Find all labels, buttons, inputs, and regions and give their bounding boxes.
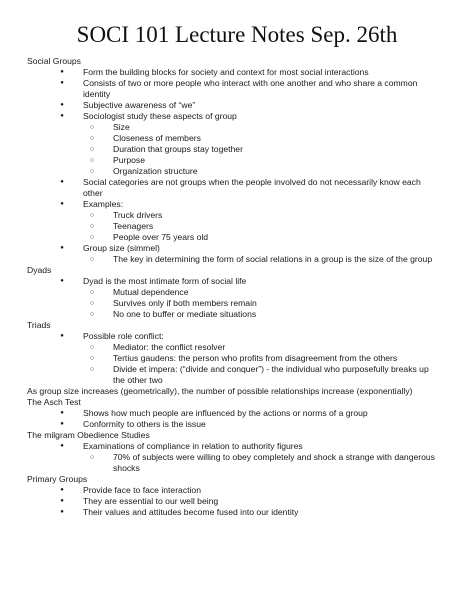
hollow-bullet-icon: ○ — [89, 135, 95, 142]
bullet-text: Subjective awareness of “we” — [83, 100, 196, 110]
bullet-item — [27, 78, 437, 100]
hollow-bullet-icon: ○ — [89, 256, 95, 263]
bullet-item — [27, 243, 437, 254]
page-title: SOCI 101 Lecture Notes Sep. 26th — [76, 22, 398, 47]
bullet-text: Mediator: the conflict resolver — [113, 342, 226, 352]
bullet-item — [27, 331, 437, 342]
bullet-text: 70% of subjects were willing to obey completely and shock a strange with dangerous shocks — [113, 452, 435, 473]
bullet-text: Tertius gaudens: the person who profits from disagreement from the others — [113, 353, 398, 363]
filled-bullet-icon: ● — [60, 509, 64, 515]
hollow-bullet-icon: ○ — [89, 168, 95, 175]
hollow-bullet-icon: ○ — [89, 355, 95, 362]
sub-bullet-item — [27, 452, 437, 474]
bullet-item — [27, 111, 437, 122]
section-heading: Primary Groups — [27, 474, 88, 484]
bullet-text: Closeness of members — [113, 133, 201, 143]
filled-bullet-icon: ● — [60, 421, 64, 427]
bullet-text: Examinations of compliance in relation to authority figures — [83, 441, 303, 451]
section-heading: Dyads — [27, 265, 52, 275]
hollow-bullet-icon: ○ — [89, 212, 95, 219]
filled-bullet-icon: ● — [60, 487, 64, 493]
hollow-bullet-icon: ○ — [89, 146, 95, 153]
bullet-item — [27, 485, 437, 496]
bullet-text: Teenagers — [113, 221, 154, 231]
filled-bullet-icon: ● — [60, 201, 64, 207]
bullet-text: Possible role conflict: — [83, 331, 164, 341]
bullet-text: Conformity to others is the issue — [83, 419, 206, 429]
sub-bullet-item — [27, 309, 437, 320]
filled-bullet-icon: ● — [60, 113, 64, 119]
bullet-item — [27, 177, 437, 199]
bullet-text: Provide face to face interaction — [83, 485, 201, 495]
sub-bullet-item — [27, 122, 437, 133]
bullet-text: Social categories are not groups when the people involved do not necessarily know each other — [83, 177, 421, 198]
bullet-text: Mutual dependence — [113, 287, 189, 297]
bullet-item — [27, 441, 437, 452]
filled-bullet-icon: ● — [60, 245, 64, 251]
bullet-item — [27, 276, 437, 287]
hollow-bullet-icon: ○ — [89, 300, 95, 307]
section-heading: As group size increases (geometrically), the number of possible relationships increase (exponentially) — [27, 386, 413, 396]
section-heading: Social Groups — [27, 56, 81, 66]
filled-bullet-icon: ● — [60, 443, 64, 449]
bullet-item — [27, 100, 437, 111]
bullet-text: Survives only if both members remain — [113, 298, 257, 308]
bullet-text: Their values and attitudes become fused into our identity — [83, 507, 299, 517]
bullet-text: Duration that groups stay together — [113, 144, 243, 154]
bullet-item — [27, 199, 437, 210]
bullet-text: Shows how much people are influenced by the actions or norms of a group — [83, 408, 368, 418]
section-heading: The milgram Obedience Studies — [27, 430, 150, 440]
bullet-text: Purpose — [113, 155, 146, 165]
sub-bullet-item — [27, 364, 437, 386]
hollow-bullet-icon: ○ — [89, 124, 95, 131]
bullet-item — [27, 507, 437, 518]
bullet-item — [27, 408, 437, 419]
filled-bullet-icon: ● — [60, 410, 64, 416]
bullet-text: Size — [113, 122, 130, 132]
sub-bullet-item — [27, 287, 437, 298]
filled-bullet-icon: ● — [60, 179, 64, 185]
filled-bullet-icon: ● — [60, 69, 64, 75]
notes-body — [27, 56, 437, 518]
bullet-text: No one to buffer or mediate situations — [113, 309, 257, 319]
hollow-bullet-icon: ○ — [89, 366, 95, 373]
sub-bullet-item — [27, 144, 437, 155]
bullet-text: Examples: — [83, 199, 124, 209]
sub-bullet-item — [27, 298, 437, 309]
bullet-item — [27, 67, 437, 78]
hollow-bullet-icon: ○ — [89, 157, 95, 164]
hollow-bullet-icon: ○ — [89, 344, 95, 351]
sub-bullet-item — [27, 166, 437, 177]
hollow-bullet-icon: ○ — [89, 234, 95, 241]
filled-bullet-icon: ● — [60, 80, 64, 86]
filled-bullet-icon: ● — [60, 102, 64, 108]
bullet-text: Group size (simmel) — [83, 243, 160, 253]
filled-bullet-icon: ● — [60, 498, 64, 504]
sub-bullet-item — [27, 254, 437, 265]
bullet-text: People over 75 years old — [113, 232, 209, 242]
bullet-text: They are essential to our well being — [83, 496, 219, 506]
sub-bullet-item — [27, 155, 437, 166]
bullet-text: Form the building blocks for society and context for most social interactions — [83, 67, 369, 77]
bullet-text: Divide et impera: (“divide and conquer”) - the individual who purposefully breaks up the other two — [113, 364, 429, 385]
section-heading: The Asch Test — [27, 397, 81, 407]
sub-bullet-item — [27, 133, 437, 144]
hollow-bullet-icon: ○ — [89, 454, 95, 461]
section-heading: Triads — [27, 320, 51, 330]
bullet-item — [27, 419, 437, 430]
bullet-text: Truck drivers — [113, 210, 163, 220]
hollow-bullet-icon: ○ — [89, 223, 95, 230]
bullet-text: The key in determining the form of social relations in a group is the size of the group — [113, 254, 433, 264]
bullet-text: Organization structure — [113, 166, 198, 176]
bullet-item — [27, 496, 437, 507]
sub-bullet-item — [27, 210, 437, 221]
hollow-bullet-icon: ○ — [89, 289, 95, 296]
bullet-text: Sociologist study these aspects of group — [83, 111, 237, 121]
sub-bullet-item — [27, 232, 437, 243]
sub-bullet-item — [27, 221, 437, 232]
filled-bullet-icon: ● — [60, 333, 64, 339]
bullet-text: Consists of two or more people who interact with one another and who share a common identity — [83, 78, 418, 99]
sub-bullet-item — [27, 353, 437, 364]
bullet-text: Dyad is the most intimate form of social life — [83, 276, 247, 286]
sub-bullet-item — [27, 342, 437, 353]
hollow-bullet-icon: ○ — [89, 311, 95, 318]
filled-bullet-icon: ● — [60, 278, 64, 284]
